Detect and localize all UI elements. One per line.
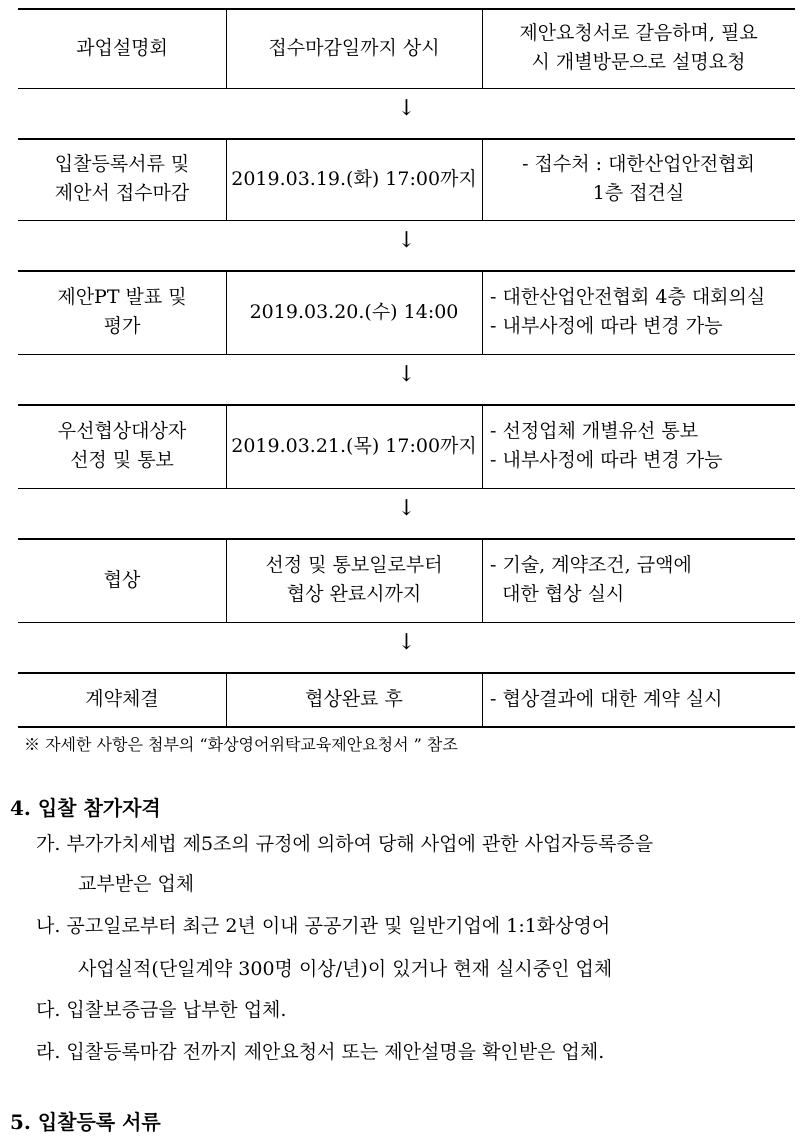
section-4-item-ga-cont: 교부받은 업체 [78,873,195,895]
section-4-item-na-cont: 사업실적(단일계약 300명 이상/년)이 있거나 현재 실시중인 업체 [78,958,613,980]
reference-note: ※ 자세한 사항은 첨부의 “화상영어위탁교육제안요청서 ” 참조 [24,735,458,754]
section-4-item-na: 나. 공고일로부터 최근 2년 이내 공공기관 및 일반기업에 1:1화상영어 [36,915,611,937]
section-4-item-da: 다. 입찰보증금을 납부한 업체. [36,999,287,1021]
table-row-2-step: 입찰등록서류 및 제안서 접수마감 [54,153,190,204]
table-row-2-date: 2019.03.19.(화) 17:00까지 [231,167,477,190]
flow-arrow-3: ↓ [397,362,416,387]
table-row-3-date: 2019.03.20.(수) 14:00 [249,300,459,323]
section-4-title: 4. 입찰 참가자격 [10,796,161,820]
section-5-title: 5. 입찰등록 서류 [10,1110,161,1134]
table-row-5-date: 선정 및 통보일로부터 협상 완료시까지 [265,554,443,605]
section-4-item-ra: 라. 입찰등록마감 전까지 제안요청서 또는 제안설명을 확인받은 업체. [36,1041,605,1063]
table-row-1-remark: 제안요청서로 갈음하며, 필요 시 개별방문으로 설명요청 [519,22,758,73]
flow-arrow-5: ↓ [397,630,416,655]
flow-arrow-1: ↓ [397,96,416,121]
table-row-6-remark: - 협상결과에 대한 계약 실시 [490,687,723,710]
table-row-1-date: 접수마감일까지 상시 [268,36,440,59]
flow-arrow-2: ↓ [397,228,416,253]
flow-arrow-4: ↓ [397,496,416,521]
table-row-2-remark: - 접수처 : 대한산업안전협회 1층 접견실 [522,153,755,204]
table-row-5-remark: - 기술, 계약조건, 금액에 대한 협상 실시 [490,554,692,605]
table-row-4-step: 우선협상대상자 선정 및 통보 [57,420,187,471]
table-row-3-step: 제안PT 발표 및 평가 [57,286,187,337]
table-row-1-step: 과업설명회 [76,36,168,59]
section-4-item-ga: 가. 부가가치세법 제5조의 규정에 의하여 당해 사업에 관한 사업자등록증을 [36,833,654,855]
table-row-6-step: 계약체결 [85,687,159,710]
table-row-6-date: 협상완료 후 [305,687,403,710]
table-row-3-remark: - 대한산업안전협회 4층 대회의실 - 내부사정에 따라 변경 가능 [490,286,766,337]
table-row-4-remark: - 선정업체 개별유선 통보 - 내부사정에 따라 변경 가능 [490,420,723,471]
table-row-4-date: 2019.03.21.(목) 17:00까지 [231,434,477,457]
table-row-5-step: 협상 [103,568,141,591]
